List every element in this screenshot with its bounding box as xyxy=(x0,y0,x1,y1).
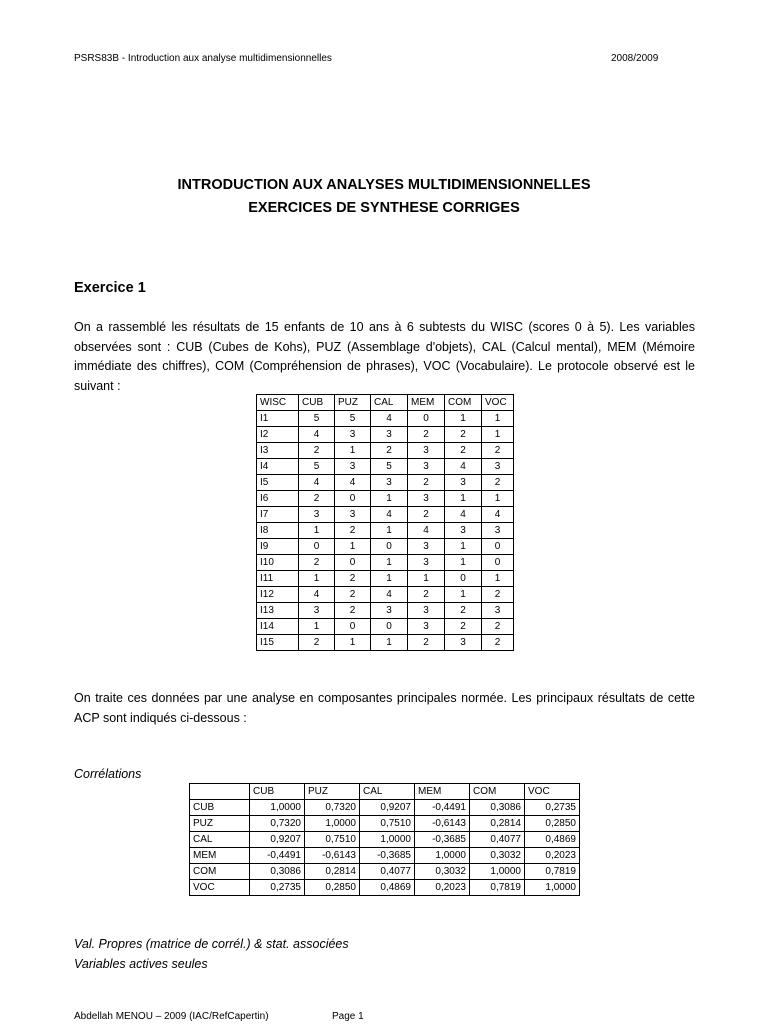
table-row xyxy=(190,832,580,848)
row-label-cell: CUB xyxy=(190,800,250,816)
table-cell: 3 xyxy=(335,427,371,443)
table-cell: 4 xyxy=(371,587,408,603)
table-cell: 0 xyxy=(408,411,445,427)
table-cell: 0,2814 xyxy=(470,816,525,832)
table-row xyxy=(257,411,514,427)
table-cell: 0,2735 xyxy=(525,800,580,816)
table-cell: 2 xyxy=(408,507,445,523)
table-cell: 0,7510 xyxy=(305,832,360,848)
table-cell: 4 xyxy=(482,507,514,523)
table-cell: 1,0000 xyxy=(470,864,525,880)
table-cell: 2 xyxy=(299,555,335,571)
table-cell: 1,0000 xyxy=(360,832,415,848)
table-row xyxy=(190,848,580,864)
table-cell: 3 xyxy=(335,507,371,523)
table-cell: 1 xyxy=(371,491,408,507)
row-label-cell: I6 xyxy=(257,491,299,507)
table-cell: 4 xyxy=(335,475,371,491)
table-cell: 2 xyxy=(335,587,371,603)
table-cell: 0 xyxy=(482,539,514,555)
row-label-cell: I8 xyxy=(257,523,299,539)
table-row xyxy=(257,571,514,587)
table-cell: 0,4077 xyxy=(360,864,415,880)
row-label-cell: I2 xyxy=(257,427,299,443)
table-cell: 2 xyxy=(482,619,514,635)
table-cell: 0 xyxy=(445,571,482,587)
table-cell: 2 xyxy=(482,587,514,603)
table-cell: 1 xyxy=(408,571,445,587)
table-cell: 2 xyxy=(408,587,445,603)
table-cell: 5 xyxy=(335,411,371,427)
table-cell: 1 xyxy=(482,411,514,427)
table-row xyxy=(257,491,514,507)
wisc-scores-table xyxy=(256,394,514,651)
table-cell: 1 xyxy=(299,619,335,635)
table-cell: 2 xyxy=(408,427,445,443)
table-cell: 0,9207 xyxy=(360,800,415,816)
row-label-cell: MEM xyxy=(190,848,250,864)
table-row xyxy=(190,864,580,880)
row-label-cell: I14 xyxy=(257,619,299,635)
table-cell: 3 xyxy=(408,603,445,619)
table-cell: 2 xyxy=(482,443,514,459)
table-cell: 1 xyxy=(299,571,335,587)
table-cell: 2 xyxy=(371,443,408,459)
table-cell: 2 xyxy=(408,475,445,491)
table-cell: 0,2850 xyxy=(525,816,580,832)
table-cell: 0 xyxy=(371,539,408,555)
table-cell: 0,7320 xyxy=(305,800,360,816)
column-header: MEM xyxy=(415,784,470,800)
row-label-cell: VOC xyxy=(190,880,250,896)
table-cell: 0,4869 xyxy=(525,832,580,848)
exercise-heading: Exercice 1 xyxy=(74,280,146,296)
table-cell: 1 xyxy=(482,571,514,587)
table-cell: 4 xyxy=(299,475,335,491)
row-label-cell: PUZ xyxy=(190,816,250,832)
table-cell: 1,0000 xyxy=(525,880,580,896)
doc-title-line-1: INTRODUCTION AUX ANALYSES MULTIDIMENSIONNELLES xyxy=(177,177,591,193)
table-header-row xyxy=(190,784,580,800)
table-cell: 0 xyxy=(335,555,371,571)
active-variables-caption: Variables actives seules xyxy=(74,957,208,971)
table-row xyxy=(257,619,514,635)
table-cell: 3 xyxy=(482,603,514,619)
table-cell: 4 xyxy=(371,507,408,523)
table-row xyxy=(257,459,514,475)
table-row xyxy=(190,880,580,896)
table-cell: 1 xyxy=(299,523,335,539)
table-cell: 3 xyxy=(408,459,445,475)
table-cell: 0,3086 xyxy=(470,800,525,816)
column-header: COM xyxy=(470,784,525,800)
row-label-cell: I9 xyxy=(257,539,299,555)
table-cell: 0,3032 xyxy=(470,848,525,864)
row-label-cell: CAL xyxy=(190,832,250,848)
table-cell: 1 xyxy=(371,571,408,587)
column-header: MEM xyxy=(408,395,445,411)
table-cell: 3 xyxy=(335,459,371,475)
table-cell: 4 xyxy=(299,427,335,443)
table-cell: 2 xyxy=(299,635,335,651)
table-cell: 2 xyxy=(408,635,445,651)
table-cell: 1 xyxy=(445,411,482,427)
table-cell: 3 xyxy=(408,619,445,635)
table-row xyxy=(257,587,514,603)
row-label-cell: COM xyxy=(190,864,250,880)
table-cell: -0,4491 xyxy=(250,848,305,864)
table-cell: 2 xyxy=(299,443,335,459)
column-header: PUZ xyxy=(305,784,360,800)
table-cell: 0 xyxy=(335,619,371,635)
row-label-cell: I7 xyxy=(257,507,299,523)
table-cell: 3 xyxy=(299,603,335,619)
table-cell: 1 xyxy=(482,427,514,443)
table-cell: 5 xyxy=(299,459,335,475)
table-cell: 0 xyxy=(335,491,371,507)
table-row xyxy=(257,603,514,619)
table-cell: 0,2735 xyxy=(250,880,305,896)
table-cell: 3 xyxy=(482,459,514,475)
acp-paragraph: On traite ces données par une analyse en composantes principales normée. Les principaux résultats de cette ACP sont indiqués ci-dessous : xyxy=(74,691,695,725)
table-cell: 4 xyxy=(408,523,445,539)
table-cell: 0,7819 xyxy=(470,880,525,896)
footer-author: Abdellah MENOU – 2009 (IAC/RefCapertin) xyxy=(74,1011,269,1022)
table-cell: 0,7320 xyxy=(250,816,305,832)
table-cell: 3 xyxy=(371,475,408,491)
table-cell: 3 xyxy=(482,523,514,539)
table-cell: -0,4491 xyxy=(415,800,470,816)
table-cell: 3 xyxy=(408,555,445,571)
table-cell: 2 xyxy=(482,635,514,651)
table-cell: 5 xyxy=(299,411,335,427)
table-row xyxy=(257,443,514,459)
table-cell: 0,7819 xyxy=(525,864,580,880)
column-header: CUB xyxy=(299,395,335,411)
row-label-cell: I15 xyxy=(257,635,299,651)
table-cell: 1 xyxy=(445,555,482,571)
table-cell: 3 xyxy=(445,523,482,539)
footer-page-number: Page 1 xyxy=(332,1011,364,1022)
column-header: WISC xyxy=(257,395,299,411)
row-label-cell: I5 xyxy=(257,475,299,491)
doc-title-line-2: EXERCICES DE SYNTHESE CORRIGES xyxy=(248,200,520,216)
table-cell: 1,0000 xyxy=(250,800,305,816)
table-row xyxy=(257,523,514,539)
header-course-title: PSRS83B - Introduction aux analyse multidimensionnelles xyxy=(74,53,332,64)
table-cell: 0,4077 xyxy=(470,832,525,848)
table-cell: 1,0000 xyxy=(415,848,470,864)
table-cell: -0,3685 xyxy=(415,832,470,848)
column-header: PUZ xyxy=(335,395,371,411)
table-cell: 4 xyxy=(445,507,482,523)
table-cell: 2 xyxy=(335,603,371,619)
table-cell: 3 xyxy=(408,491,445,507)
table-cell: 3 xyxy=(299,507,335,523)
table-cell: 2 xyxy=(299,491,335,507)
row-label-cell: I10 xyxy=(257,555,299,571)
table-cell: 0,2023 xyxy=(525,848,580,864)
table-cell: 2 xyxy=(445,603,482,619)
table-cell: 0 xyxy=(299,539,335,555)
column-header: VOC xyxy=(482,395,514,411)
table-cell: -0,6143 xyxy=(415,816,470,832)
correlation-matrix-table xyxy=(189,783,580,896)
table-cell: 0,7510 xyxy=(360,816,415,832)
table-cell: 3 xyxy=(371,603,408,619)
intro-paragraph: On a rassemblé les résultats de 15 enfants de 10 ans à 6 subtests du WISC (scores 0 à 5). Les variables observées sont : CUB (Cubes de Kohs), PUZ (Assemblage d'objets), CAL (Calcul mental), MEM (Mémoire immédiate des chiffres), COM (Compréhension de phrases), VOC (Vocabulaire). Le protocole observé est le suivant : xyxy=(74,320,695,393)
table-row xyxy=(257,507,514,523)
table-cell: 1,0000 xyxy=(305,816,360,832)
table-cell: 0,2023 xyxy=(415,880,470,896)
table-row xyxy=(190,800,580,816)
table-cell: 0,4869 xyxy=(360,880,415,896)
table-row xyxy=(257,555,514,571)
table-row xyxy=(257,539,514,555)
table-cell: 2 xyxy=(445,427,482,443)
table-cell: 1 xyxy=(371,555,408,571)
table-cell: 1 xyxy=(335,635,371,651)
table-cell: 0,3032 xyxy=(415,864,470,880)
table-cell: 3 xyxy=(371,427,408,443)
column-header xyxy=(190,784,250,800)
table-cell: 4 xyxy=(445,459,482,475)
table-cell: 3 xyxy=(408,539,445,555)
table-cell: 1 xyxy=(445,587,482,603)
correlations-caption: Corrélations xyxy=(74,767,142,781)
table-cell: 4 xyxy=(299,587,335,603)
table-cell: 1 xyxy=(445,491,482,507)
table-cell: -0,3685 xyxy=(360,848,415,864)
table-row xyxy=(257,475,514,491)
row-label-cell: I13 xyxy=(257,603,299,619)
row-label-cell: I3 xyxy=(257,443,299,459)
table-cell: 0,9207 xyxy=(250,832,305,848)
table-cell: -0,6143 xyxy=(305,848,360,864)
table-cell: 1 xyxy=(371,635,408,651)
eigenvalues-caption: Val. Propres (matrice de corrél.) & stat. associées xyxy=(74,937,349,951)
table-cell: 2 xyxy=(482,475,514,491)
table-row xyxy=(190,816,580,832)
table-cell: 0 xyxy=(482,555,514,571)
table-cell: 2 xyxy=(335,523,371,539)
column-header: COM xyxy=(445,395,482,411)
column-header: CUB xyxy=(250,784,305,800)
column-header: CAL xyxy=(360,784,415,800)
table-cell: 3 xyxy=(408,443,445,459)
column-header: CAL xyxy=(371,395,408,411)
table-cell: 2 xyxy=(335,571,371,587)
table-header-row xyxy=(257,395,514,411)
row-label-cell: I12 xyxy=(257,587,299,603)
row-label-cell: I4 xyxy=(257,459,299,475)
table-cell: 1 xyxy=(482,491,514,507)
table-cell: 2 xyxy=(445,619,482,635)
table-cell: 0,3086 xyxy=(250,864,305,880)
table-cell: 0,2850 xyxy=(305,880,360,896)
row-label-cell: I11 xyxy=(257,571,299,587)
table-cell: 1 xyxy=(335,443,371,459)
row-label-cell: I1 xyxy=(257,411,299,427)
table-cell: 1 xyxy=(445,539,482,555)
table-cell: 5 xyxy=(371,459,408,475)
table-cell: 0,2814 xyxy=(305,864,360,880)
table-cell: 3 xyxy=(445,635,482,651)
table-row xyxy=(257,635,514,651)
table-row xyxy=(257,427,514,443)
table-cell: 3 xyxy=(445,475,482,491)
table-cell: 1 xyxy=(335,539,371,555)
header-year: 2008/2009 xyxy=(611,53,659,64)
table-cell: 0 xyxy=(371,619,408,635)
column-header: VOC xyxy=(525,784,580,800)
table-cell: 1 xyxy=(371,523,408,539)
table-cell: 2 xyxy=(445,443,482,459)
table-cell: 4 xyxy=(371,411,408,427)
